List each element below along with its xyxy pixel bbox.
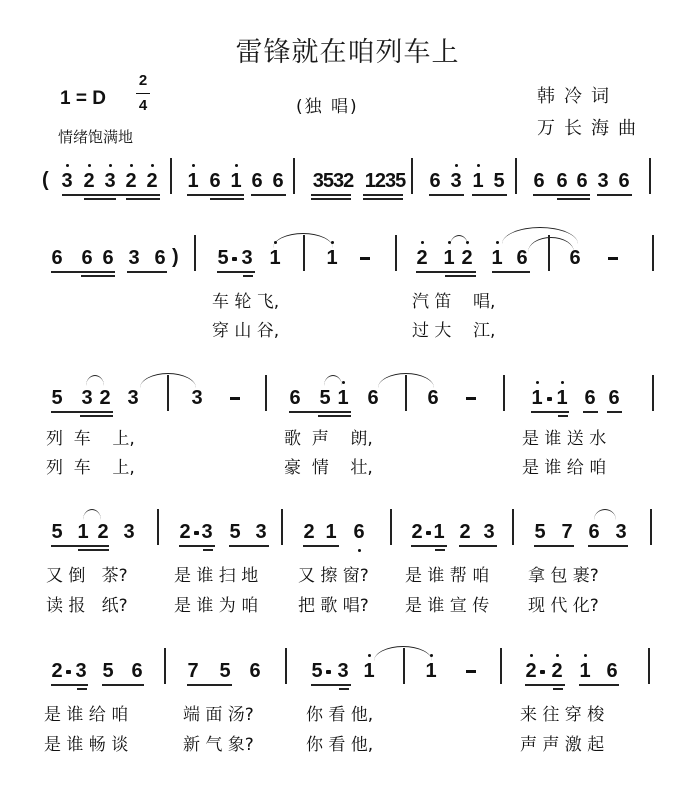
barline	[403, 648, 405, 684]
note: 2	[411, 521, 423, 543]
note: 2	[146, 170, 158, 192]
note: 5	[102, 660, 114, 682]
underline	[531, 411, 569, 413]
note: 6	[353, 521, 365, 543]
note: 1	[337, 387, 349, 409]
note: 1	[325, 521, 337, 543]
note: 3	[337, 660, 349, 682]
note: 3	[483, 521, 495, 543]
underline	[102, 684, 144, 686]
barline	[650, 509, 652, 545]
underline	[77, 688, 87, 690]
underline	[579, 684, 619, 686]
lyric-verse1: 歌 声 朗,	[284, 429, 373, 449]
barline	[515, 158, 517, 194]
note: 6	[576, 170, 588, 192]
lyric-verse1: 来 往 穿 梭	[520, 705, 605, 725]
lyric-verse2: 过 大 江,	[412, 321, 496, 341]
lyric-verse2: 列 车 上,	[46, 458, 135, 478]
note: 5	[229, 521, 241, 543]
note: 6	[427, 387, 439, 409]
lyric-verse2: 是 谁 给 咱	[522, 458, 607, 478]
underline	[492, 271, 530, 273]
note: 2	[459, 521, 471, 543]
underline	[558, 415, 568, 417]
barline	[265, 375, 267, 411]
note: 6	[289, 387, 301, 409]
barline	[164, 648, 166, 684]
note: 6	[516, 247, 528, 269]
lyric-verse2: 穿 山 谷,	[212, 321, 280, 341]
tempo-mood-marking: 情绪饱满地	[58, 128, 134, 146]
note: 7	[561, 521, 573, 543]
lyric-verse1: 是 谁 送 水	[522, 429, 607, 449]
underline	[51, 684, 88, 686]
underline	[435, 549, 445, 551]
underline	[445, 275, 476, 277]
note: 1	[230, 170, 242, 192]
barline	[194, 235, 196, 271]
lyric-verse2: 是 谁 为 咱	[174, 596, 259, 616]
note: 6	[608, 387, 620, 409]
note: 1	[425, 660, 437, 682]
underline	[525, 684, 565, 686]
lyric-verse1: 汽 笛 唱,	[412, 292, 496, 312]
barline	[281, 509, 283, 545]
note: 3	[201, 521, 213, 543]
lyric-verse1: 车 轮 飞,	[212, 292, 280, 312]
note: 2	[525, 660, 537, 682]
dotted-rhythm	[540, 670, 545, 674]
note: 2	[179, 521, 191, 543]
note: 6	[102, 247, 114, 269]
underline	[243, 275, 253, 277]
underline	[311, 684, 351, 686]
note: 5	[311, 660, 323, 682]
underline	[429, 194, 464, 196]
barline	[303, 235, 305, 271]
underline	[289, 411, 351, 413]
lyric-verse2: 是 谁 宣 传	[405, 596, 490, 616]
note: 6	[606, 660, 618, 682]
note: 6	[272, 170, 284, 192]
note: 2	[303, 521, 315, 543]
underline	[187, 194, 244, 196]
underline	[553, 688, 563, 690]
lyric-verse2: 读 报 纸?	[46, 596, 128, 616]
dotted-rhythm	[426, 531, 431, 535]
underline	[588, 545, 628, 547]
composer-credit: 万长海曲	[537, 118, 645, 139]
note: 1	[77, 521, 89, 543]
note: 6	[251, 170, 263, 192]
lyric-verse1: 端 面 汤?	[183, 705, 254, 725]
note: 6	[131, 660, 143, 682]
lyric-verse2: 新 气 象?	[183, 735, 254, 755]
dotted-rhythm	[194, 531, 199, 535]
note: 7	[187, 660, 199, 682]
time-signature	[136, 72, 150, 115]
slur	[450, 235, 468, 246]
note: 6	[588, 521, 600, 543]
underline	[534, 545, 574, 547]
note: 1	[443, 247, 455, 269]
performance-type: (独 唱)	[296, 97, 359, 117]
underline	[203, 549, 213, 551]
barline	[170, 158, 172, 194]
note: 3	[81, 387, 93, 409]
extension-dash	[466, 670, 476, 673]
note: 3	[127, 387, 139, 409]
note: 5	[493, 170, 505, 192]
extension-dash	[608, 257, 618, 260]
underline	[311, 194, 351, 196]
note: 6	[429, 170, 441, 192]
lyricist-credit: 韩冷词	[537, 86, 618, 107]
lyric-verse1: 列 车 上,	[46, 429, 135, 449]
underline	[126, 198, 160, 200]
underline	[416, 271, 476, 273]
note: 6	[569, 247, 581, 269]
note: 1	[187, 170, 199, 192]
underline	[557, 198, 590, 200]
lyric-verse1: 是 谁 扫 地	[174, 566, 259, 586]
note: 2	[51, 660, 63, 682]
note: 6	[584, 387, 596, 409]
note: 2	[83, 170, 95, 192]
lyric-verse2: 把 歌 唱?	[298, 596, 369, 616]
slur	[594, 509, 616, 520]
lyric-verse2: 现 代 化?	[528, 596, 599, 616]
note: 6	[618, 170, 630, 192]
lyric-verse1: 拿 包 裹?	[528, 566, 599, 586]
barline	[390, 509, 392, 545]
barline	[157, 509, 159, 545]
underline	[51, 411, 113, 413]
note: 6	[209, 170, 221, 192]
underline	[472, 194, 507, 196]
barline	[293, 158, 295, 194]
underline	[311, 198, 351, 200]
barline	[167, 375, 169, 411]
note: 3	[191, 387, 203, 409]
barline	[405, 375, 407, 411]
note: 6	[249, 660, 261, 682]
underline	[339, 688, 349, 690]
note: 1	[472, 170, 484, 192]
underline	[84, 198, 116, 200]
note: 1	[433, 521, 445, 543]
barline	[411, 158, 413, 194]
note: 6	[51, 247, 63, 269]
lyric-verse1: 又 擦 窗?	[298, 566, 369, 586]
underline	[363, 194, 403, 196]
barline	[285, 648, 287, 684]
note: 2	[125, 170, 137, 192]
close-paren: )	[172, 246, 179, 268]
song-title: 雷锋就在咱列车上	[235, 37, 460, 68]
extension-dash	[466, 397, 476, 400]
slur	[324, 375, 342, 386]
note: 3	[615, 521, 627, 543]
underline	[318, 415, 351, 417]
underline	[179, 545, 215, 547]
note: 1	[363, 660, 375, 682]
note: 1	[491, 247, 503, 269]
note: 5	[217, 247, 229, 269]
note: 5	[219, 660, 231, 682]
underline	[51, 271, 115, 273]
note: 6	[367, 387, 379, 409]
time-denominator: 4	[138, 97, 148, 114]
underline	[459, 545, 497, 547]
underline	[533, 194, 590, 196]
barline	[395, 235, 397, 271]
dotted-rhythm	[232, 257, 237, 261]
note: 3	[75, 660, 87, 682]
underline	[583, 411, 598, 413]
underline	[210, 198, 244, 200]
note: 5	[51, 387, 63, 409]
note-group: 3532	[312, 170, 354, 192]
barline	[500, 648, 502, 684]
underline	[607, 411, 622, 413]
dotted-rhythm	[547, 397, 552, 401]
note: 3	[241, 247, 253, 269]
note: 1	[531, 387, 543, 409]
note: 3	[61, 170, 73, 192]
note: 3	[104, 170, 116, 192]
dotted-rhythm	[66, 670, 71, 674]
underline	[363, 198, 403, 200]
note: 6	[533, 170, 545, 192]
underline	[81, 275, 115, 277]
underline	[303, 545, 339, 547]
open-paren: (	[42, 169, 49, 191]
note: 5	[51, 521, 63, 543]
underline	[187, 684, 232, 686]
note: 1	[326, 247, 338, 269]
note: 3	[128, 247, 140, 269]
lyric-verse2: 声 声 激 起	[520, 735, 605, 755]
underline	[127, 271, 167, 273]
underline	[411, 545, 447, 547]
note: 6	[81, 247, 93, 269]
lyric-verse2: 你 看 他,	[306, 735, 374, 755]
underline	[51, 545, 109, 547]
underline	[80, 415, 113, 417]
note: 5	[319, 387, 331, 409]
underline	[597, 194, 632, 196]
barline	[652, 235, 654, 271]
note: 3	[255, 521, 267, 543]
note: 1	[269, 247, 281, 269]
lyric-verse1: 又 倒 茶?	[46, 566, 128, 586]
note: 2	[97, 521, 109, 543]
slur	[83, 509, 101, 520]
underline	[251, 194, 286, 196]
underline	[78, 549, 109, 551]
lyric-verse2: 豪 情 壮,	[284, 458, 373, 478]
time-numerator: 2	[138, 72, 148, 89]
note: 3	[597, 170, 609, 192]
underline	[217, 271, 255, 273]
extension-dash	[230, 397, 240, 400]
note: 3	[450, 170, 462, 192]
lyric-verse1: 是 谁 帮 咱	[405, 566, 490, 586]
slur	[86, 375, 104, 386]
barline	[548, 235, 550, 271]
note: 6	[154, 247, 166, 269]
barline	[648, 648, 650, 684]
underline	[62, 194, 160, 196]
note: 2	[416, 247, 428, 269]
barline	[649, 158, 651, 194]
fraction-bar	[136, 93, 150, 94]
note: 2	[461, 247, 473, 269]
note: 2	[551, 660, 563, 682]
note: 2	[99, 387, 111, 409]
note: 1	[556, 387, 568, 409]
note: 6	[556, 170, 568, 192]
underline	[229, 545, 269, 547]
lyric-verse2: 是 谁 畅 谈	[44, 735, 129, 755]
note-group: 1235	[364, 170, 406, 192]
barline	[512, 509, 514, 545]
key-signature: 1 = D	[60, 88, 106, 109]
dotted-rhythm	[326, 670, 331, 674]
lyric-verse1: 是 谁 给 咱	[44, 705, 129, 725]
note: 5	[534, 521, 546, 543]
note: 3	[123, 521, 135, 543]
note: 1	[579, 660, 591, 682]
barline	[503, 375, 505, 411]
lyric-verse1: 你 看 他,	[306, 705, 374, 725]
barline	[652, 375, 654, 411]
extension-dash	[360, 257, 370, 260]
